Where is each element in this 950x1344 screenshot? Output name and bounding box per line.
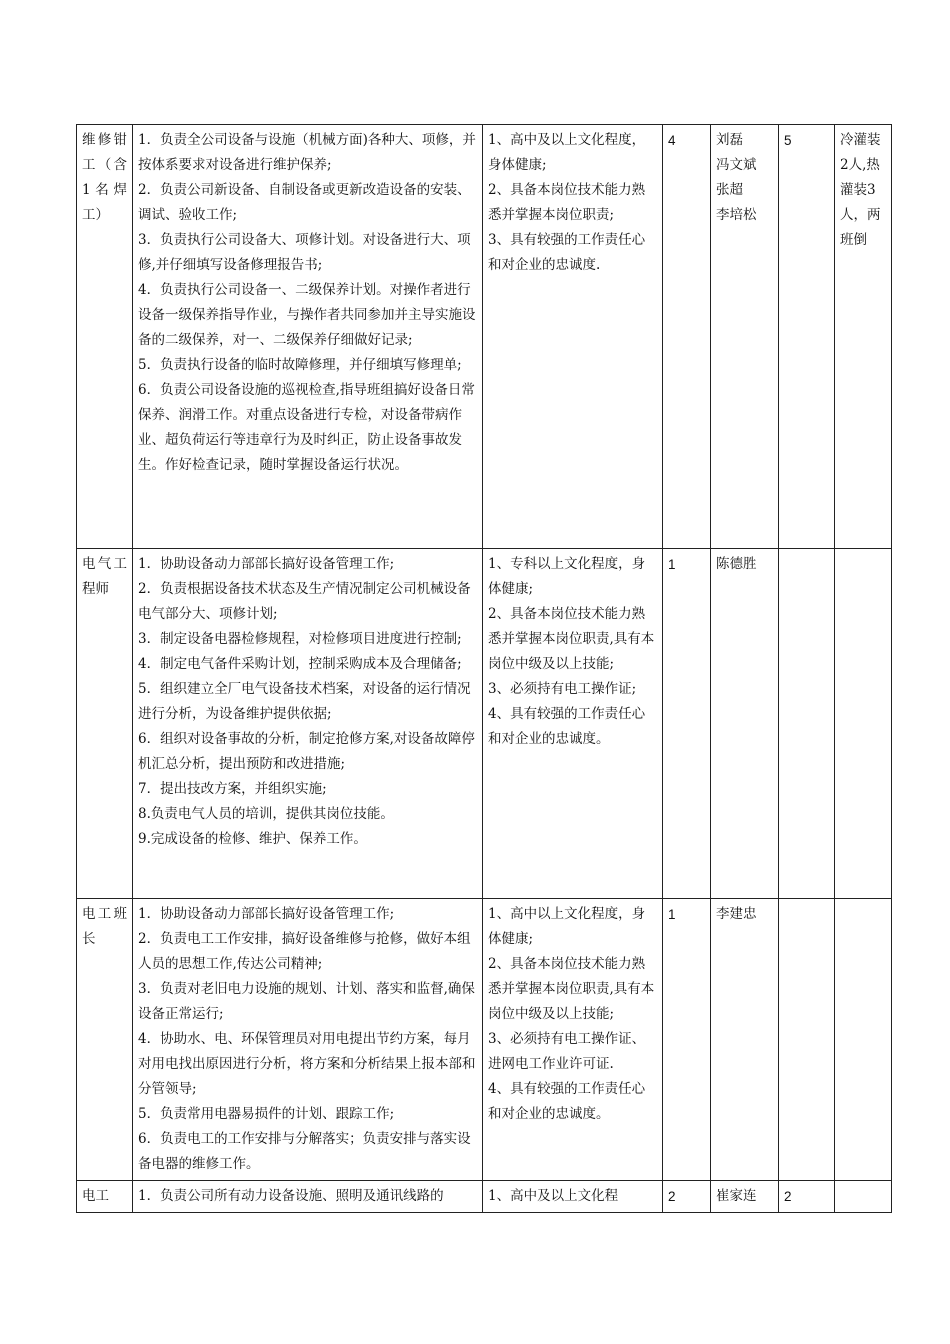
headcount-cell: 4 [663,125,711,549]
requirements-cell [483,899,663,1181]
duty-item: 2．负责根据设备技术状态及生产情况制定公司机械设备电气部分大、项修计划; [138,581,471,622]
requirement-item: 3、必须持有电工操作证、进网电工作业许可证. [488,1031,646,1072]
staff-cell [711,1181,779,1213]
job-duties-table [76,124,892,1213]
position-cell: 电工 [77,1181,133,1213]
requirement-item: 2、具备本岗位技术能力熟悉并掌握本岗位职责; [488,182,646,223]
staff-cell [711,549,779,899]
duty-item: 4．负责执行公司设备一、二级保养计划。对操作者进行设备一级保养指导作业，与操作者共同参加并主导实施设备的二级保养，对一、二级保养仔细做好记录; [138,282,476,348]
duty-item: 1．协助设备动力部部长搞好设备管理工作; [138,556,395,572]
requirement-item: 1、高中及以上文化程 [488,1188,619,1204]
duty-item: 7．提出技改方案，并组织实施; [138,781,327,797]
duty-item: 9.完成设备的检修、维护、保养工作。 [138,831,367,847]
duties-cell [133,1181,483,1213]
staff-name: 冯文斌 [716,157,757,173]
duty-item: 6．负责电工的工作安排与分解落实；负责安排与落实设备电器的维修工作。 [138,1131,471,1172]
remark-cell [835,899,892,1181]
table-row [77,899,892,1181]
duty-item: 5．组织建立全厂电气设备技术档案，对设备的运行情况进行分析，为设备维护提供依据; [138,681,471,722]
requirement-item: 4、具有较强的工作责任心和对企业的忠诚度。 [488,706,646,747]
staff-name: 刘磊 [716,132,743,148]
position-cell: 电工班长 [77,899,133,1181]
duty-item: 8.负责电气人员的培训，提供其岗位技能。 [138,806,394,822]
headcount-cell: 1 [663,899,711,1181]
headcount2-cell: 5 [779,125,835,549]
position-cell: 电气工程师 [77,549,133,899]
duty-item: 4．制定电气备件采购计划，控制采购成本及合理储备; [138,656,462,672]
table-row [77,125,892,549]
duties-cell [133,899,483,1181]
duty-item: 5．负责执行设备的临时故障修理，并仔细填写修理单; [138,357,462,373]
duty-item: 5．负责常用电器易损件的计划、跟踪工作; [138,1106,395,1122]
duty-item: 4．协助水、电、环保管理员对用电提出节约方案，每月对用电找出原因进行分析，将方案和分析结果上报本部和分管领导; [138,1031,476,1097]
requirement-item: 4、具有较强的工作责任心和对企业的忠诚度。 [488,1081,646,1122]
duty-item: 2．负责公司新设备、自制设备或更新改造设备的安装、调试、验收工作; [138,182,471,223]
position-cell: 维修钳工（含1名焊工） [77,125,133,549]
duty-item: 3．负责对老旧电力设施的规划、计划、落实和监督,确保设备正常运行; [138,981,475,1022]
requirement-item: 1、高中及以上文化程度，身体健康; [488,132,646,173]
remark-cell: 冷灌装2人,热灌装3人，两班倒 [835,125,892,549]
headcount2-cell [779,899,835,1181]
table-row [77,549,892,899]
duty-item: 1．负责公司所有动力设备设施、照明及通讯线路的 [138,1188,444,1204]
duty-item: 3．制定设备电器检修规程，对检修项目进度进行控制; [138,631,462,647]
duties-cell [133,549,483,899]
table-row [77,1181,892,1213]
headcount2-cell [779,549,835,899]
staff-name: 张超 [716,182,743,198]
remark-cell [835,1181,892,1213]
staff-name: 李培松 [716,207,757,223]
duty-item: 2．负责电工工作安排，搞好设备维修与抢修，做好本组人员的思想工作,传达公司精神; [138,931,471,972]
staff-cell [711,899,779,1181]
duty-item: 6．负责公司设备设施的巡视检查,指导班组搞好设备日常保养、润滑工作。对重点设备进行专检，对设备带病作业、超负荷运行等违章行为及时纠正，防止设备事故发生。作好检查记录，随时掌握设备运行状况。 [138,382,475,473]
duty-item: 3．负责执行公司设备大、项修计划。对设备进行大、项修,并仔细填写设备修理报告书; [138,232,471,273]
headcount-cell: 2 [663,1181,711,1213]
requirement-item: 3、必须持有电工操作证; [488,681,637,697]
staff-cell [711,125,779,549]
requirements-cell [483,125,663,549]
duties-cell [133,125,483,549]
headcount2-cell: 2 [779,1181,835,1213]
staff-name: 李建忠 [716,906,757,922]
duty-item: 1．负责全公司设备与设施（机械方面)各种大、项修，并按体系要求对设备进行维护保养; [138,132,476,173]
staff-name: 陈德胜 [716,556,757,572]
duty-item: 6．组织对设备事故的分析，制定抢修方案,对设备故障停机汇总分析，提出预防和改进措施; [138,731,475,772]
remark-cell [835,549,892,899]
requirements-cell [483,549,663,899]
requirement-item: 2、具备本岗位技术能力熟悉并掌握本岗位职责,具有本岗位中级及以上技能; [488,606,655,672]
staff-name: 崔家连 [716,1188,757,1204]
requirement-item: 2、具备本岗位技术能力熟悉并掌握本岗位职责,具有本岗位中级及以上技能; [488,956,655,1022]
requirements-cell [483,1181,663,1213]
requirement-item: 1、专科以上文化程度，身体健康; [488,556,646,597]
headcount-cell: 1 [663,549,711,899]
requirement-item: 1、高中以上文化程度，身体健康; [488,906,646,947]
duty-item: 1．协助设备动力部部长搞好设备管理工作; [138,906,395,922]
requirement-item: 3、具有较强的工作责任心和对企业的忠诚度. [488,232,646,273]
